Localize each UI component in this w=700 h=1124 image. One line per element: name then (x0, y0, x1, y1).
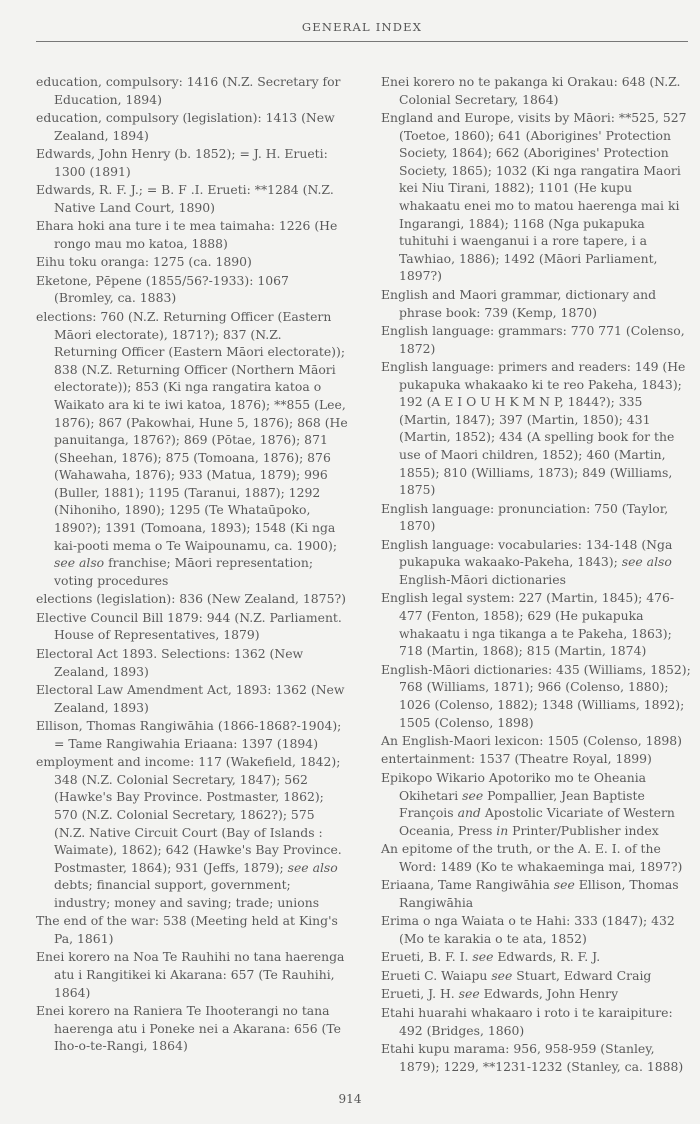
entry-text: Enei korero no te pakanga ki Orakau: 648 (N.Z. Colonial Secretary, 1864) (381, 74, 681, 107)
index-entry (381, 948, 693, 966)
entry-text: Erueti, B. F. I. (381, 949, 473, 965)
entry-text: Pompallier, Jean Baptiste François (399, 787, 645, 821)
entry-text: employment and income: 117 (Wakefield, 1842); 348 (N.Z. Colonial Secretary, 1847); 562 (Hawke's Bay Province. Postmaster, 1862); 570 (N.Z. Colonial Secretary, 1862?); 575 (N.Z. Native Circuit Court (Bay of Islands : Waimate), 1862); 642 (Hawke's Bay Province. Postmaster, 1864); 931 (Jeffs, 1879); (36, 754, 342, 875)
entry-text: English-Māori dictionaries (399, 571, 566, 587)
entry-text: Eketone, Pēpene (1855/56?-1933): 1067 (Bromley, ca. 1883) (36, 272, 289, 306)
index-entry (381, 1040, 693, 1075)
index-entry (36, 609, 348, 644)
index-entry (381, 73, 693, 108)
entry-text: Eriaana, Tame Rangiwāhia (381, 877, 554, 893)
entry-text: franchise; Māori representation; voting procedures (54, 555, 314, 588)
index-entry (381, 500, 693, 535)
index-entry (381, 661, 693, 731)
entry-text: Printer/Publisher index (508, 822, 659, 838)
index-entry (36, 145, 348, 180)
index-entry (381, 286, 693, 321)
entry-text: elections: 760 (N.Z. Returning Officer (Eastern Māori electorate), 1871?); 837 (N.Z. Returning Officer (Eastern Māori electorate)); 838 (N.Z. Returning Officer (Northern Māori electorate)); 853 (Ki nga rangatira katoa o Waikato ara ki te iwi katoa, 1876); **855 (Lee, 1876); 867 (Pakowhai, Hune 5, 1876); 868 (He panuitanga, 1876?); 869 (Pōtae, 1876); 871 (Sheehan, 1876); 875 (Tomoana, 1876); 876 (Wahawaha, 1876); 933 (Matua, 1879); 996 (Buller, 1881); 1195 (Taranui, 1887); 1292 (Nihoniho, 1890); 1295 (Te Whataūpoko, 1890?); 1391 (Tomoana, 1893); 1548 (Ki nga kai-pooti mema o Te Waipounamu, ca. 1900); (36, 308, 348, 553)
entry-text: Ellison, Thomas Rangiwāhia (1866-1868?-1904); = Tame Rangiwahia Eriaana: 1397 (1894) (36, 718, 342, 751)
entry-text: Electoral Law Amendment Act, 1893: 1362 (New Zealand, 1893) (36, 681, 345, 715)
cross-reference-label: see (458, 986, 480, 1002)
entry-text: English language: primers and readers: 149 (He pukapuka whakaako ki te reo Pakeha, 1843); 192 (A E I O U H K M N P, 1844?); 335 (Martin, 1847); 397 (Martin, 1850); 431 (Martin, 1852); 434 (A spelling book for the use of Maori children, 1852); 460 (Martin, 1855); 810 (Williams, 1873); 849 (Williams, 1875) (381, 359, 686, 498)
entry-text: education, compulsory: 1416 (N.Z. Secretary for Education, 1894) (36, 74, 341, 107)
entry-text: English legal system: 227 (Martin, 1845); 476-477 (Fenton, 1858); 629 (He pukapuka whakaatu i nga tikanga a te Pakeha, 1863); 718 (Martin, 1868); 815 (Martin, 1874) (381, 590, 675, 659)
entry-text: England and Europe, visits by Māori: **525, 527 (Toetoe, 1860); 641 (Aborigines' Protection Society, 1864); 662 (Aborigines' Protection Society, 1865); 1032 (Ki nga rangatira Maori kei Niu Tirani, 1882); 1101 (He kupu whakaatu enei mo to matou haerenga mai ki Ingarangi, 1884); 1168 (Nga pukapuka tuhituhi i waenganui i a rore tapere, i a Tawhiao, 1886); 1492 (Māori Parliament, 1897?) (381, 110, 687, 284)
cross-reference-label: see (462, 787, 484, 803)
cross-reference-label: see (491, 967, 513, 983)
running-header: GENERAL INDEX (301, 20, 423, 34)
entry-text: Etahi kupu marama: 956, 958-959 (Stanley, 1879); 1229, **1231-1232 (Stanley, ca. 1888) (381, 1040, 684, 1074)
entry-text: English language: pronunciation: 750 (Taylor, 1870) (381, 500, 669, 534)
index-entry (36, 948, 348, 1001)
entry-text: Eihu toku oranga: 1275 (ca. 1890) (36, 254, 252, 270)
entry-text: Ehara hoki ana ture i te mea taimaha: 1226 (He rongo mau mo katoa, 1888) (36, 218, 338, 251)
entry-text: Elective Council Bill 1879: 944 (N.Z. Parliament. House of Representatives, 1879) (36, 609, 342, 643)
index-entry (36, 181, 348, 216)
index-entry (36, 253, 348, 271)
entry-text: Edwards, John Henry (b. 1852); = J. H. Erueti: 1300 (1891) (36, 146, 328, 179)
index-entry (381, 536, 693, 589)
index-entry (36, 590, 348, 608)
entry-text: Edwards, John Henry (479, 986, 619, 1002)
entry-text: Erima o nga Waiata o te Hahi: 333 (1847); 432 (Mo te karakia o te ata, 1852) (381, 913, 675, 946)
entry-text: An epitome of the truth, or the A. E. I. of the Word: 1489 (Ko te whakaeminga mai, 1897?) (381, 841, 683, 874)
index-entry (381, 967, 693, 985)
index-entry (36, 217, 348, 252)
entry-text: Enei korero na Raniera Te Ihooterangi no tana haerenga atu i Poneke nei a Akarana: 656 (Te Iho-o-te-Rangi, 1864) (36, 1003, 341, 1054)
index-entry (381, 322, 693, 357)
entry-text: Stuart, Edward Craig (512, 967, 652, 983)
entry-text: Ellison, Thomas Rangiwāhia (399, 877, 679, 910)
index-entry (381, 1004, 693, 1039)
entry-text: Erueti C. Waiapu (381, 967, 492, 983)
entry-text: Edwards, R. F. J. (493, 949, 601, 965)
index-entry (381, 840, 693, 875)
index-entry (36, 717, 348, 752)
index-entry (36, 681, 348, 716)
index-entry (36, 73, 348, 108)
cross-reference-label: see also (621, 554, 672, 570)
entry-text: Edwards, R. F. J.; = B. F .I. Erueti: **1284 (N.Z. Native Land Court, 1890) (36, 182, 334, 215)
entry-text: English language: vocabularies: 134-148 (Nga pukapuka wakaako-Pakeha, 1843); (381, 536, 673, 570)
entry-text: An English-Maori lexicon: 1505 (Colenso, 1898) (381, 732, 682, 748)
index-entry (381, 985, 693, 1003)
entry-text: Apostolic Vicariate of Western Oceania, Press (399, 805, 675, 838)
entry-text: education, compulsory (legislation): 1413 (New Zealand, 1894) (36, 110, 335, 143)
entry-text: Erueti, J. H. (381, 986, 459, 1002)
entry-text: The end of the war: 538 (Meeting held at King's Pa, 1861) (36, 913, 338, 946)
index-entry (36, 912, 348, 947)
entry-text: elections (legislation): 836 (New Zealand, 1875?) (36, 591, 346, 607)
index-entry (381, 358, 693, 499)
cross-reference-label: see (472, 949, 494, 965)
index-column-left (36, 73, 348, 1056)
index-entry (381, 109, 693, 285)
entry-text: English-Māori dictionaries: 435 (Williams, 1852); 768 (Williams, 1871); 966 (Colenso, 1880); 1026 (Colenso, 1882); 1348 (Williams, 1892); 1505 (Colenso, 1898) (381, 661, 691, 730)
index-entry (36, 1002, 348, 1055)
cross-reference-label: in (496, 822, 509, 838)
cross-reference-label: see also (287, 859, 338, 875)
index-entry (36, 753, 348, 911)
entry-text: English and Maori grammar, dictionary and phrase book: 739 (Kemp, 1870) (381, 286, 657, 320)
index-entry (36, 109, 348, 144)
index-entry (381, 769, 693, 839)
entry-text: entertainment: 1537 (Theatre Royal, 1899) (381, 751, 652, 767)
cross-reference-label: see also (54, 555, 105, 571)
entry-text: English language: grammars: 770 771 (Colenso, 1872) (381, 322, 685, 356)
page-number: 914 (338, 1092, 362, 1106)
entry-text: debts; financial support, government; industry; money and saving; trade; unions (54, 877, 320, 910)
entry-text: Enei korero na Noa Te Rauhihi no tana haerenga atu i Rangitikei ki Akarana: 657 (Te Rauhihi, 1864) (36, 949, 345, 1000)
index-entry (381, 750, 693, 768)
index-entry (36, 308, 348, 590)
cross-reference-label: and (457, 805, 481, 821)
header-rule (36, 41, 688, 42)
index-entry (381, 589, 693, 659)
entry-text: Etahi huarahi whakaaro i roto i te karaipiture: 492 (Bridges, 1860) (381, 1004, 673, 1038)
index-entry (381, 876, 693, 911)
entry-text: Epikopo Wikario Apotoriko mo te Oheania Okihetari (381, 769, 647, 803)
index-entry (36, 645, 348, 680)
index-entry (381, 912, 693, 947)
entry-text: Electoral Act 1893. Selections: 1362 (New Zealand, 1893) (36, 645, 304, 679)
index-entry (36, 272, 348, 307)
cross-reference-label: see (553, 877, 575, 893)
index-entry (381, 732, 693, 750)
index-column-right (381, 73, 693, 1076)
